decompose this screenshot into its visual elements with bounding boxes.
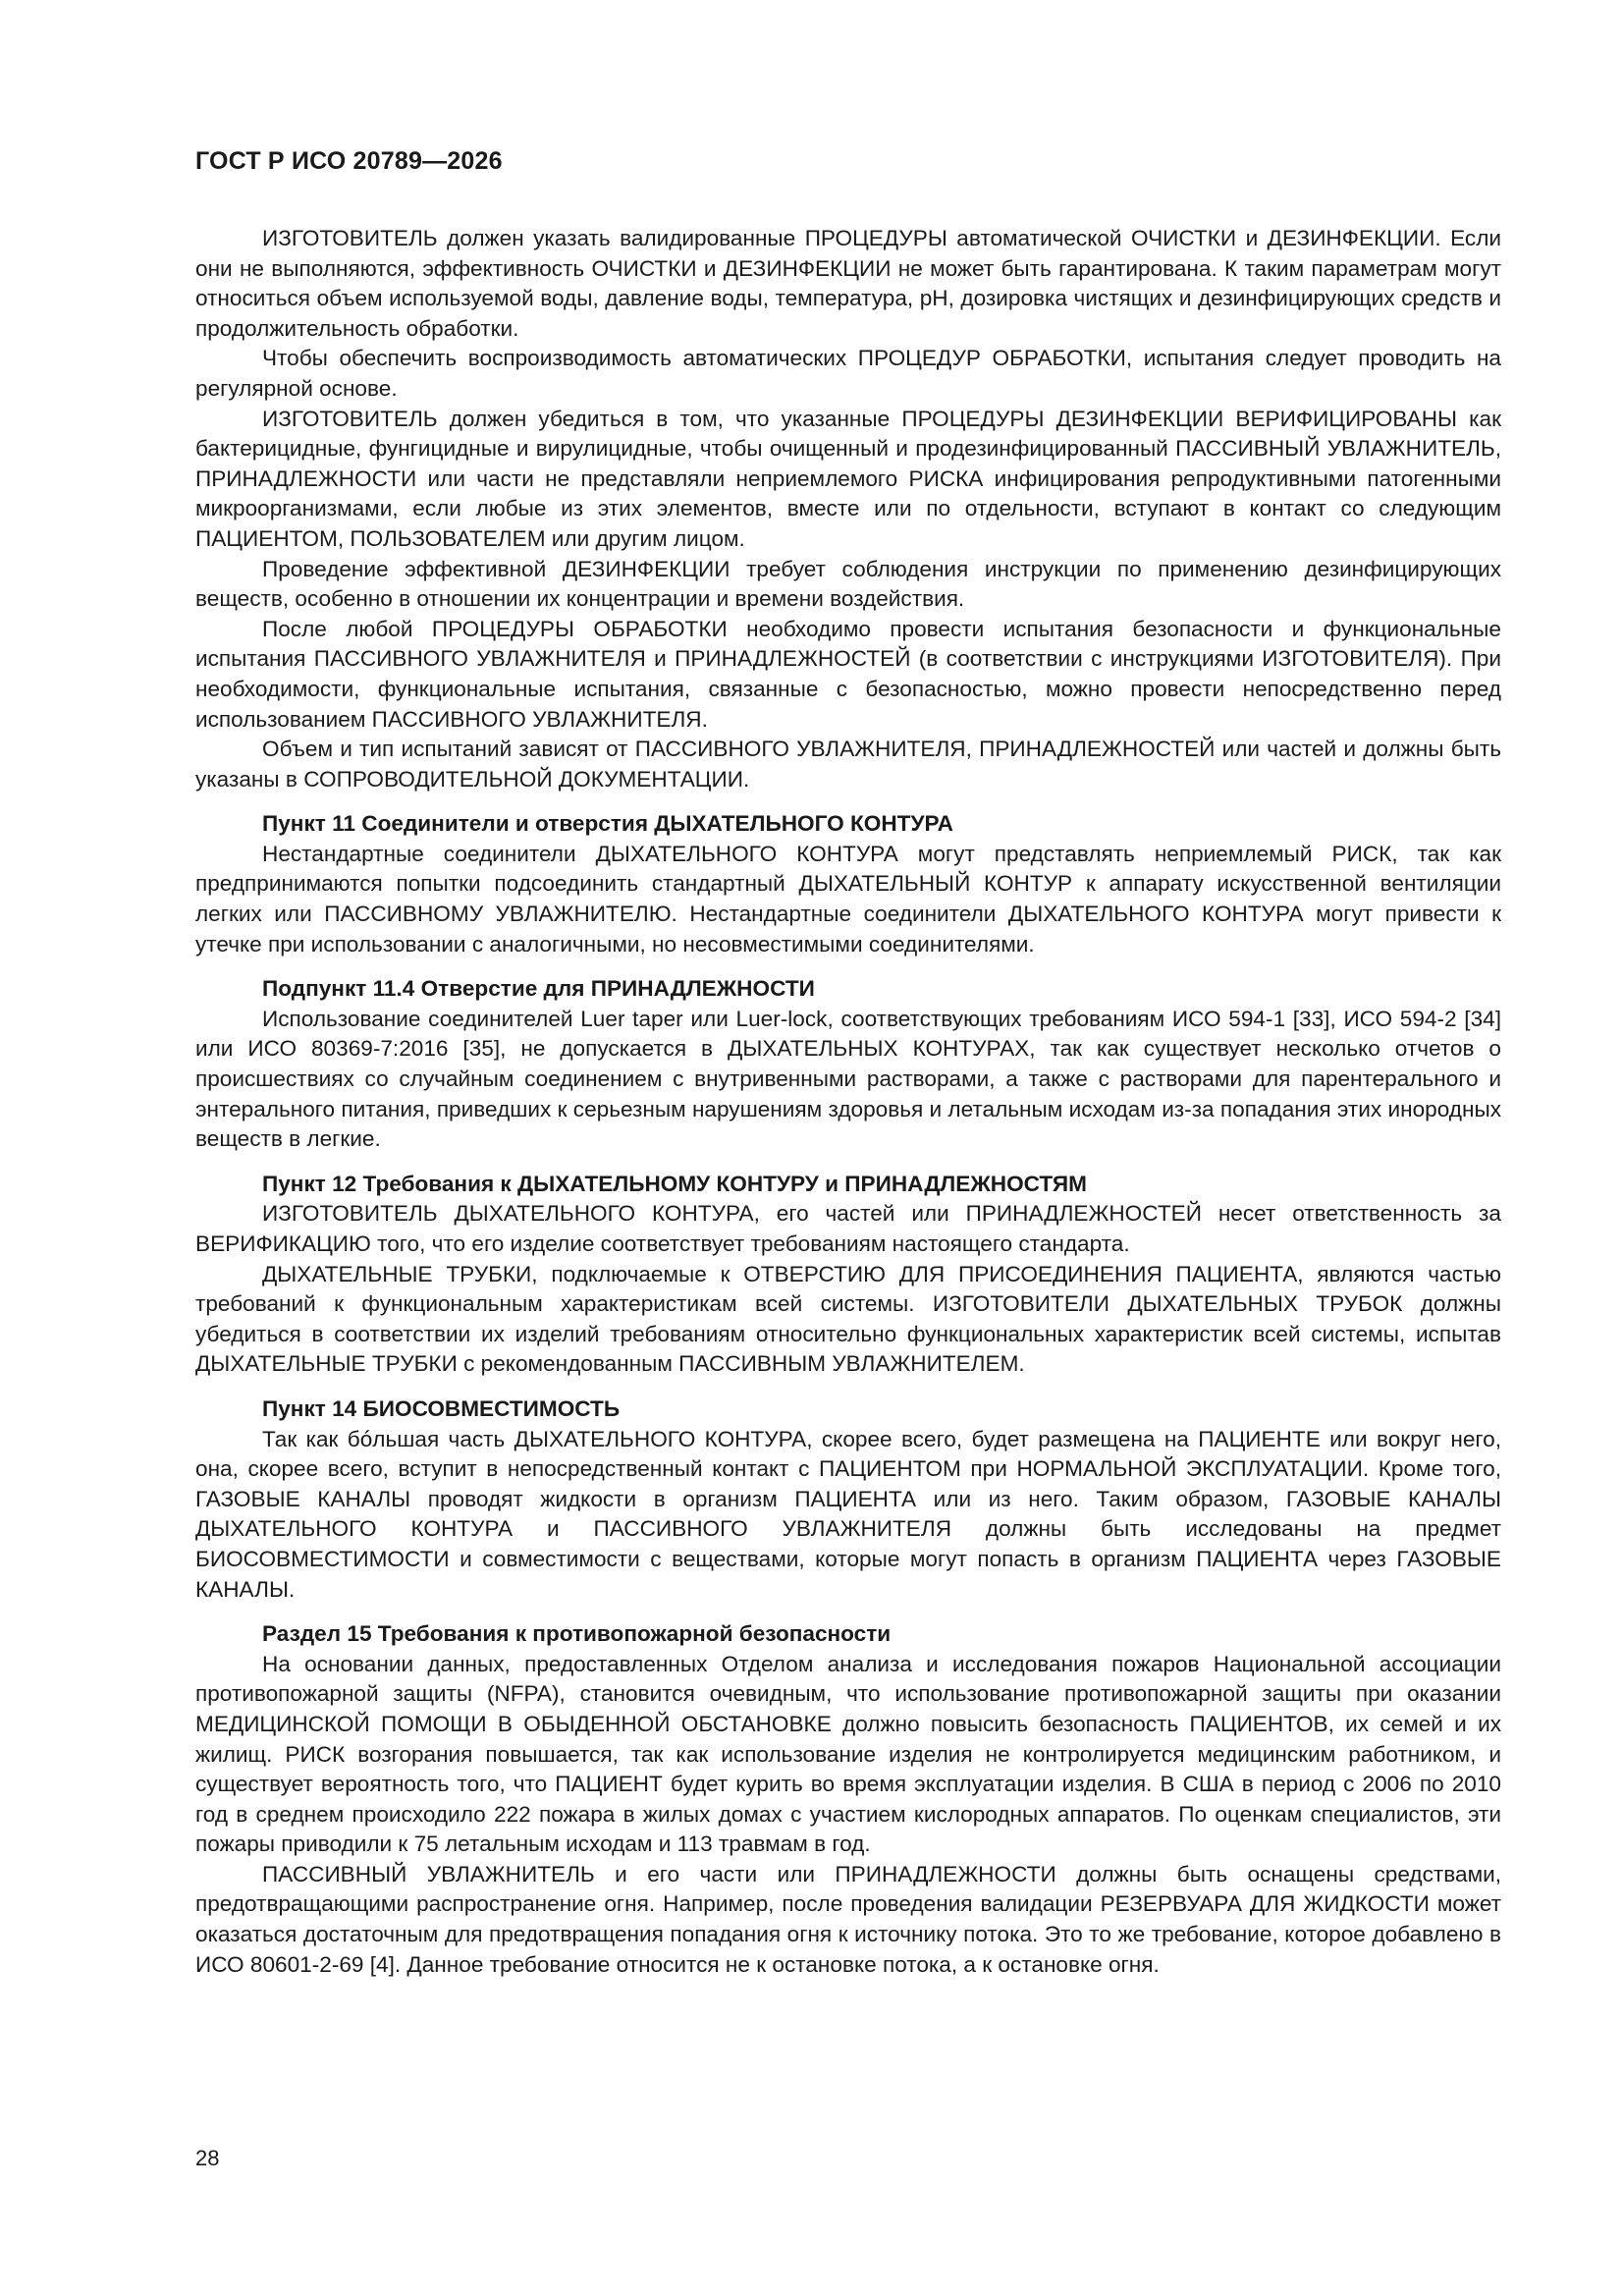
paragraph: Объем и тип испытаний зависят от ПАССИВНОГО УВЛАЖНИТЕЛЯ, ПРИНАДЛЕЖНОСТЕЙ или частей и должны быть указаны в СОПРОВОДИТЕЛЬНОЙ ДОКУМЕНТАЦИИ. — [195, 737, 1501, 792]
standard-header: ГОСТ Р ИСО 20789—2026 — [195, 147, 503, 175]
section-heading: Пункт 11 Соединители и отверстия ДЫХАТЕЛЬНОГО КОНТУРА — [262, 811, 953, 837]
paragraph: ИЗГОТОВИТЕЛЬ должен указать валидированные ПРОЦЕДУРЫ автоматической ОЧИСТКИ и ДЕЗИНФЕКЦИИ. Если они не выполняются, эффективность ОЧИСТКИ и ДЕЗИНФЕКЦИИ не может быть гарантирована. К таким параметрам могут относиться объем используемой воды, давление воды, температура, рН, дозировка чистящих и дезинфицирующих средств и продолжительность обработки. — [195, 226, 1501, 341]
paragraph: Чтобы обеспечить воспроизводимость автоматических ПРОЦЕДУР ОБРАБОТКИ, испытания следует проводить на регулярной основе. — [195, 346, 1501, 401]
paragraph: ИЗГОТОВИТЕЛЬ должен убедиться в том, что указанные ПРОЦЕДУРЫ ДЕЗИНФЕКЦИИ ВЕРИФИЦИРОВАНЫ как бактерицидные, фунгицидные и вирулицидные, чтобы очищенный и продезинфицированный ПАССИВНЫЙ УВЛАЖНИТЕЛЬ, ПРИНАДЛЕЖНОСТИ или части не представляли неприемлемого РИСКА инфицирования репродуктивными патогенными микроорганизмами, если любые из этих элементов, вместе или по отдельности, вступают в контакт со следующим ПАЦИЕНТОМ, ПОЛЬЗОВАТЕЛЕМ или другим лицом. — [195, 406, 1501, 551]
paragraph: ДЫХАТЕЛЬНЫЕ ТРУБКИ, подключаемые к ОТВЕРСТИЮ ДЛЯ ПРИСОЕДИНЕНИЯ ПАЦИЕНТА, являются частью требований к функциональным характеристикам всей системы. ИЗГОТОВИТЕЛИ ДЫХАТЕЛЬНЫХ ТРУБОК должны убедиться в соответствии их изделий требованиям относительно функциональных характеристик всей системы, испытав ДЫХАТЕЛЬНЫЕ ТРУБКИ с рекомендованным ПАССИВНЫМ УВЛАЖНИТЕЛЕМ. — [195, 1261, 1501, 1377]
paragraph: Использование соединителей Luer taper или Luer-lock, соответствующих требованиям ИСО 594-1 [33], ИСО 594-2 [34] или ИСО 80369-7:2016 [35], не допускается в ДЫХАТЕЛЬНЫХ КОНТУРАХ, так как существует несколько отчетов о происшествиях со случайным соединением с внутривенными растворами, а также с растворами для парентерального и энтерального питания, приведших к серьезным нарушениям здоровья и летальным исходам из-за попадания этих инородных веществ в легкие. — [195, 1006, 1501, 1152]
section-heading: Раздел 15 Требования к противопожарной безопасности — [262, 1621, 892, 1647]
paragraph: После любой ПРОЦЕДУРЫ ОБРАБОТКИ необходимо провести испытания безопасности и функциональные испытания ПАССИВНОГО УВЛАЖНИТЕЛЯ и ПРИНАДЛЕЖНОСТЕЙ (в соответствии с инструкциями ИЗГОТОВИТЕЛЯ). При необходимости, функциональные испытания, связанные с безопасностью, можно провести непосредственно перед использованием ПАССИВНОГО УВЛАЖНИТЕЛЯ. — [195, 616, 1501, 732]
paragraph: ПАССИВНЫЙ УВЛАЖНИТЕЛЬ и его части или ПРИНАДЛЕЖНОСТИ должны быть оснащены средствами, предотвращающими распространение огня. Например, после проведения валидации РЕЗЕРВУАРА ДЛЯ ЖИДКОСТИ может оказаться достаточным для предотвращения попадания огня к источнику потока. Это то же требование, которое добавлено в ИСО 80601-2-69 [4]. Данное требование относится не к остановке потока, а к остановке огня. — [195, 1861, 1501, 1977]
section-heading: Пункт 14 БИОСОВМЕСТИМОСТЬ — [262, 1395, 621, 1421]
paragraph: ИЗГОТОВИТЕЛЬ ДЫХАТЕЛЬНОГО КОНТУРА, его частей или ПРИНАДЛЕЖНОСТЕЙ несет ответственность за ВЕРИФИКАЦИЮ того, что его изделие соответствует требованиям настоящего стандарта. — [195, 1201, 1501, 1256]
section-heading: Подпункт 11.4 Отверстие для ПРИНАДЛЕЖНОСТИ — [262, 976, 815, 1002]
paragraph: Проведение эффективной ДЕЗИНФЕКЦИИ требует соблюдения инструкции по применению дезинфицирующих веществ, особенно в отношении их концентрации и времени воздействия. — [195, 556, 1501, 612]
section-heading: Пункт 12 Требования к ДЫХАТЕЛЬНОМУ КОНТУРУ и ПРИНАДЛЕЖНОСТЯМ — [262, 1171, 1087, 1196]
paragraph: На основании данных, предоставленных Отделом анализа и исследования пожаров Национальной ассоциации противопожарной защиты (NFPA), становится очевидным, что использование противопожарной защиты при оказании МЕДИЦИНСКОЙ ПОМОЩИ В ОБЫДЕННОЙ ОБСТАНОВКЕ должно повысить безопасность ПАЦИЕНТОВ, их семей и их жилищ. РИСК возгорания повышается, так как использование изделия не контролируется медицинским работником, и существует вероятность того, что ПАЦИЕНТ будет курить во время эксплуатации изделия. В США в период с 2006 по 2010 год в среднем происходило 222 пожара в жилых домах с участием кислородных аппаратов. По оценкам специалистов, эти пожары приводили к 75 летальным исходам и 113 травмам в год. — [195, 1651, 1501, 1857]
document-body — [195, 224, 1501, 1980]
paragraph: Так как бóльшая часть ДЫХАТЕЛЬНОГО КОНТУРА, скорее всего, будет размещена на ПАЦИЕНТЕ или вокруг него, она, скорее всего, вступит в непосредственный контакт с ПАЦИЕНТОМ при НОРМАЛЬНОЙ ЭКСПЛУАТАЦИИ. Кроме того, ГАЗОВЫЕ КАНАЛЫ проводят жидкости в организм ПАЦИЕНТА или из него. Таким образом, ГАЗОВЫЕ КАНАЛЫ ДЫХАТЕЛЬНОГО КОНТУРА и ПАССИВНОГО УВЛАЖНИТЕЛЯ должны быть исследованы на предмет БИОСОВМЕСТИМОСТИ и совместимости с веществами, которые могут попасть в организм ПАЦИЕНТА через ГАЗОВЫЕ КАНАЛЫ. — [195, 1426, 1501, 1602]
page-number: 28 — [195, 2146, 220, 2170]
paragraph: Нестандартные соединители ДЫХАТЕЛЬНОГО КОНТУРА могут представлять неприемлемый РИСК, так как предпринимаются попытки подсоединить стандартный ДЫХАТЕЛЬНЫЙ КОНТУР к аппарату искусственной вентиляции легких или ПАССИВНОМУ УВЛАЖНИТЕЛЮ. Нестандартные соединители ДЫХАТЕЛЬНОГО КОНТУРА могут привести к утечке при использовании с аналогичными, но несовместимыми соединителями. — [195, 841, 1501, 957]
